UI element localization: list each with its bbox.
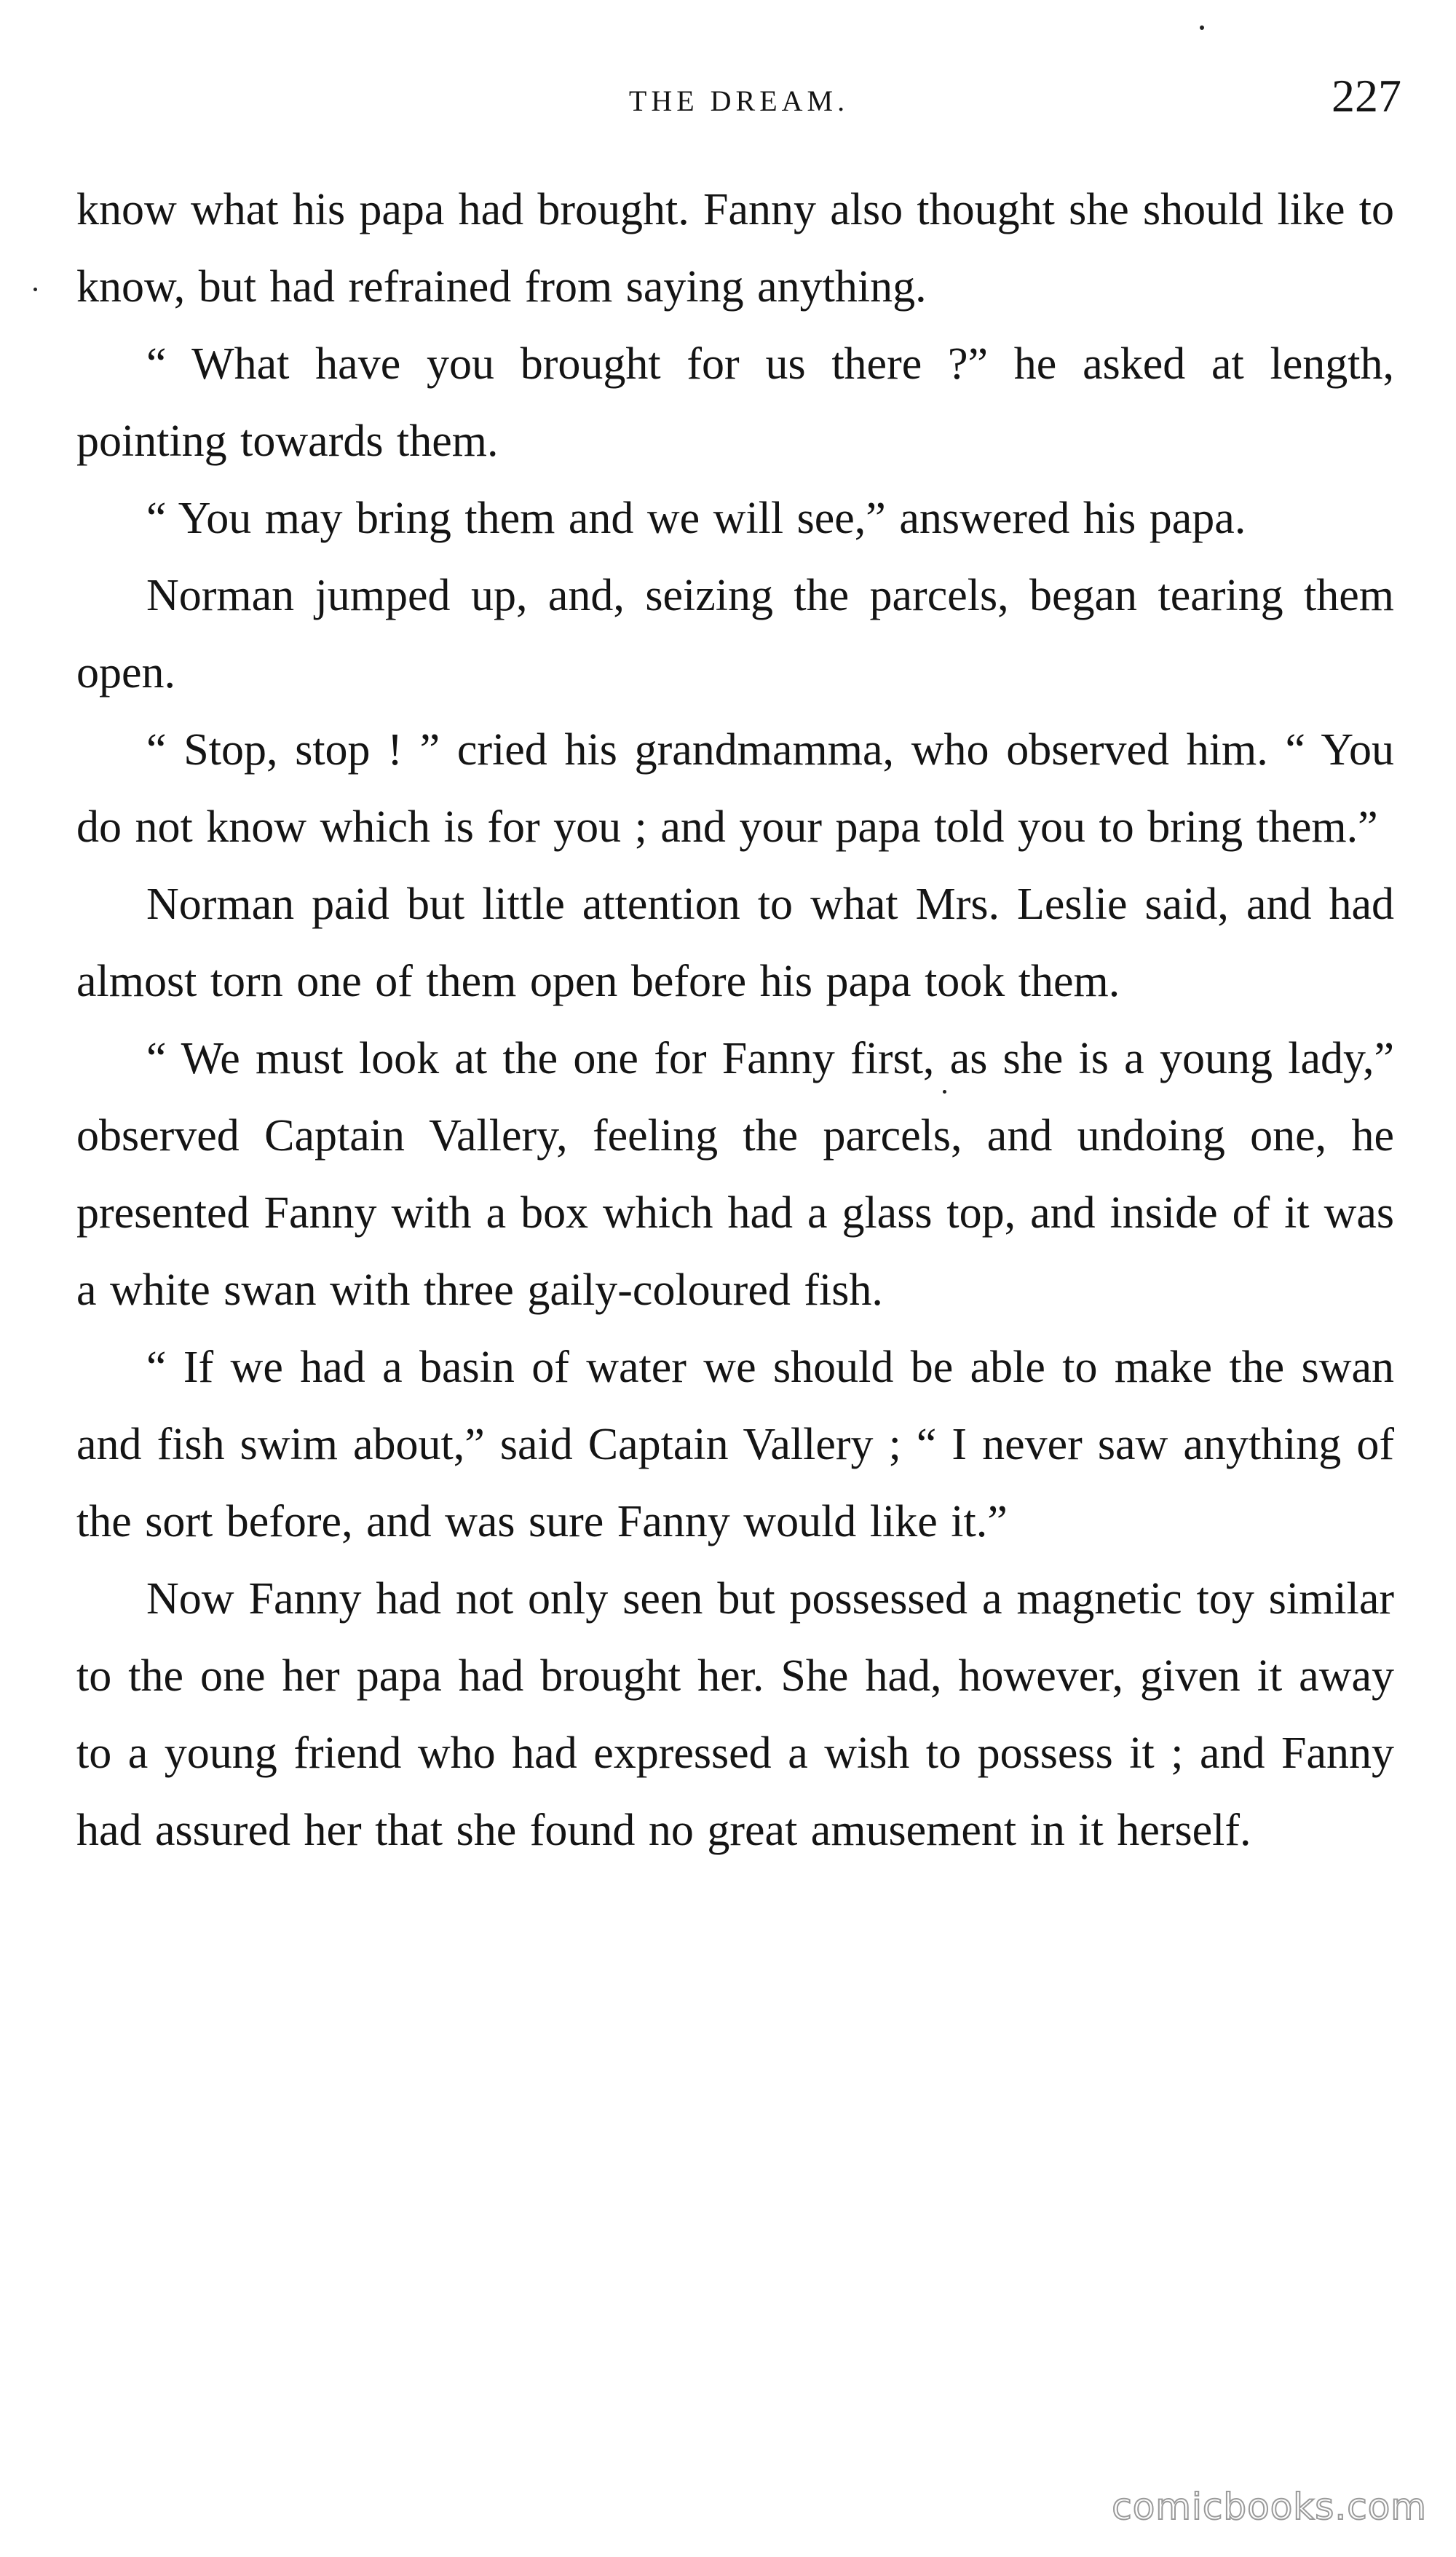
paragraph: “ We must look at the one for Fanny first, as she is a young lady,” observed Captain Vallery, feeling the parcels, and undoing one, he presented Fanny with a box which had a glass top, and inside of it was a white swan with three gaily-coloured fish.: [76, 1034, 1394, 1315]
ink-speck: [33, 288, 37, 291]
paragraph: “ You may bring them and we will see,” answered his papa.: [146, 494, 1246, 543]
body-text: [76, 171, 1394, 1869]
running-title: THE DREAM.: [628, 84, 850, 117]
paragraph: Norman paid but little attention to what Mrs. Leslie said, and had almost torn one of them open before his papa took them.: [76, 880, 1394, 1006]
paragraph: Norman jumped up, and, seizing the parcels, began tearing them open.: [76, 571, 1394, 697]
page-number: 227: [1332, 70, 1401, 122]
watermark: comicbooks.com: [1112, 2486, 1427, 2528]
paragraph: Now Fanny had not only seen but possessed a magnetic toy similar to the one her papa had brought her. She had, however, given it away to a young friend who had expressed a wish to possess it ; and Fanny had assured her that she found no great amusement in it herself.: [76, 1574, 1394, 1855]
paragraph: “ What have you brought for us there ?” he asked at length, pointing towards them.: [76, 339, 1394, 466]
paragraph: “ If we had a basin of water we should be able to make the swan and fish swim about,” said Captain Vallery ; “ I never saw anything of the sort before, and was sure Fanny would like it.”: [76, 1343, 1394, 1546]
paragraph: know what his papa had brought. Fanny also thought she should like to know, but had refrained from saying anything.: [76, 185, 1394, 312]
paragraph: “ Stop, stop ! ” cried his grandmamma, who observed him. “ You do not know which is for you ; and your papa told you to bring them.”: [76, 725, 1394, 852]
ink-speck: [1200, 25, 1204, 30]
running-head: [76, 69, 1401, 142]
